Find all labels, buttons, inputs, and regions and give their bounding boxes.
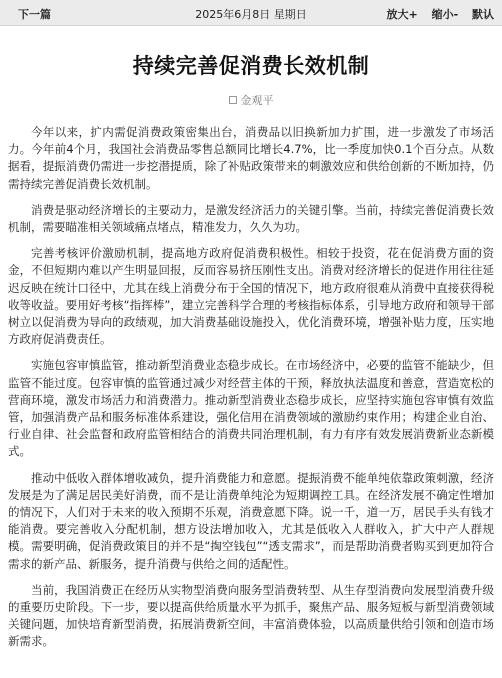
paragraph: 实施包容审慎监管，推动新型消费业态稳步成长。在市场经济中，必要的监管不能缺少，但监管不能过度。包容审慎的监管通过减少对经营主体的干预，释放执法温度和善意，营造宽松的营商环境，激发市场活力和消费潜力。推动新型消费业态稳步成长，应坚持实施包容审慎有效监管，加强消费产品和服务标准体系建设，强化信用在消费领域的激励约束作用；构建企业自治、行业自律、社会监督和政府监管相结合的消费共同治理机制，有力有序有效发展消费新业态新模式。 (8, 358, 494, 459)
default-size-button[interactable]: 默认 (472, 8, 494, 21)
issue-date: 2025年6月8日 星期日 (195, 8, 307, 21)
paragraph: 当前，我国消费正在经历从实物型消费向服务型消费转型、从生存型消费向发展型消费升级的重要历史阶段。下一步，要以提高供给质量水平为抓手，聚焦产品、服务短板与新型消费领域关键问题，加快培育新型消费，拓展消费新空间，丰富消费体验，以高质量供给引领和创造市场新需求。 (8, 582, 494, 649)
author-name: 金观平 (240, 94, 274, 107)
font-size-controls (377, 6, 494, 22)
paragraph: 今年以来，扩内需促消费政策密集出台，消费品以旧换新加力扩围，进一步激发了市场活力。今年前4个月，我国社会消费品零售总额同比增长4.7%，比一季度加快0.1个百分点。从数据看，提振消费仍需进一步挖潜提质，除了补贴政策带来的刺激效应和供给创新的不断加持，仍需持续完善促消费长效机制。 (8, 125, 494, 191)
author-checkbox-icon (229, 96, 237, 104)
paragraph: 消费是驱动经济增长的主要动力，是激发经济活力的关键引擎。当前，持续完善促消费长效机制，需要瞄准相关领域痛点堵点，精准发力，久久为功。 (8, 202, 494, 235)
article-author (0, 92, 502, 108)
paragraph: 完善考核评价激励机制，提高地方政府促消费积极性。相较于投资，花在促消费方面的资金，不但短期内难以产生明显回报，反而容易挤压刚性支出。消费对经济增长的促进作用往往延迟反映在统计口径中，尤其在线上消费分布于全国的情况下，地方政府很难从消费中直接获得税收等收益。要用好考核“指挥棒”，建立完善科学合理的考核指标体系，引导地方政府和领导干部树立以促消费为导向的政绩观，加大消费基础设施投入，优化消费环境，增强补贴力度，压实地方政府促消费责任。 (8, 246, 494, 347)
zoom-out-button[interactable]: 缩小- (431, 8, 459, 21)
zoom-in-button[interactable]: 放大+ (386, 8, 418, 21)
article-title: 持续完善促消费长效机制 (132, 54, 370, 78)
next-article-link[interactable]: 下一篇 (18, 8, 51, 21)
paragraph: 推动中低收入群体增收减负，提升消费能力和意愿。提振消费不能单纯依靠政策刺激，经济发展是为了满足居民美好消费，而不是让消费单纯沦为短期调控工具。在经济发展不确定性增加的情况下，人们对于未来的收入预期不乐观，消费意愿下降。说一千，道一万，居民手头有钱才能消费。要完善收入分配机制，想方设法增加收入，尤其是低收入人群收入，扩大中产人群规模。需要明确，促消费政策目的并不是“掏空钱包”“透支需求”，而是帮助消费者购买到更加符合需求的新产品、新服务，提升消费与供给之间的适配性。 (8, 470, 494, 571)
top-toolbar (0, 0, 502, 26)
article-body (8, 124, 494, 660)
